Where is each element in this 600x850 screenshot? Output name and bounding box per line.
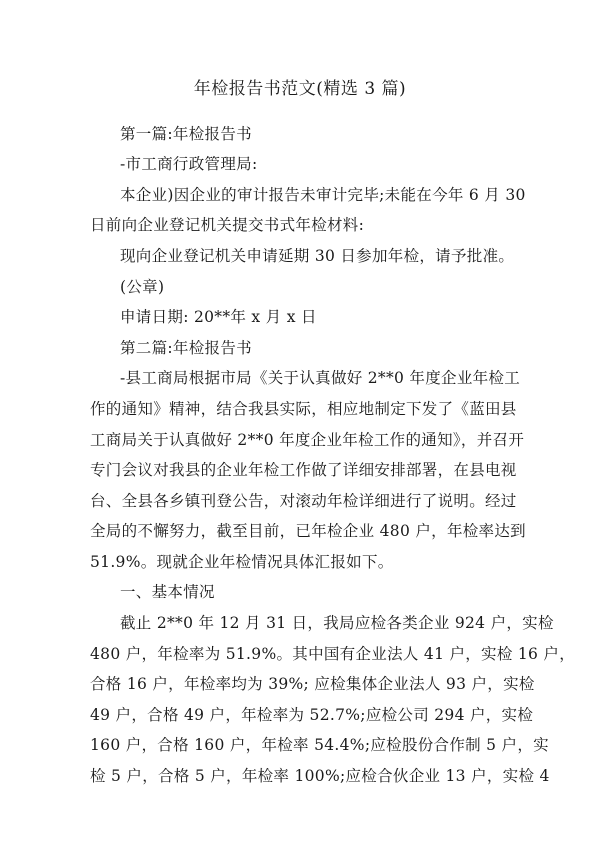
paragraph-line: 49 户，合格 49 户，年检率为 52.7%;应检公司 294 户，实检 (90, 706, 534, 724)
paragraph-line: 检 5 户，合格 5 户，年检率 100%;应检合伙企业 13 户，实检 4 (90, 767, 550, 785)
addressee: -市工商行政管理局: (120, 155, 258, 173)
paragraph-line: 160 户，合格 160 户，年检率 54.4%;应检股份合作制 5 户，实 (90, 736, 549, 754)
section-heading-1: 第一篇:年检报告书 (120, 125, 252, 143)
paragraph-line: 本企业)因企业的审计报告未审计完毕;未能在今年 6 月 30 (120, 186, 526, 204)
section-subheading: 一、基本情况 (120, 583, 215, 601)
paragraph-line: 全局的不懈努力，截至目前，已年检企业 480 户，年检率达到 (90, 522, 526, 540)
paragraph-line: 合格 16 户，年检率均为 39%; 应检集体企业法人 93 户，实检 (90, 675, 535, 693)
paragraph-line: 台、全县各乡镇刊登公告，对滚动年检详细进行了说明。经过 (90, 492, 517, 510)
section-heading-2: 第二篇:年检报告书 (120, 339, 252, 357)
paragraph-line: 工商局关于认真做好 2**0 年度企业年检工作的通知》，并召开 (90, 431, 525, 449)
paragraph-line: 51.9%。现就企业年检情况具体汇报如下。 (90, 553, 394, 571)
paragraph-line: -县工商局根据市局《关于认真做好 2**0 年度企业年检工 (120, 369, 521, 387)
paragraph-line: 作的通知》精神，结合我县实际，相应地制定下发了《蓝田县 (90, 400, 517, 418)
paragraph-line: 截止 2**0 年 12 月 31 日，我局应检各类企业 924 户，实检 (120, 614, 554, 632)
paragraph-line: 现向企业登记机关申请延期 30 日参加年检，请予批准。 (120, 247, 515, 265)
paragraph-line: 日前向企业登记机关提交书式年检材料: (90, 216, 365, 234)
seal-note: (公章) (120, 278, 165, 296)
document-title: 年检报告书范文(精选 3 篇) (193, 79, 407, 99)
paragraph-line: 480 户，年检率为 51.9%。其中国有企业法人 41 户，实检 16 户， (90, 645, 576, 663)
application-date: 申请日期: 20**年 x 月 x 日 (120, 308, 317, 326)
paragraph-line: 专门会议对我县的企业年检工作做了详细安排部署，在县电视 (90, 461, 517, 479)
